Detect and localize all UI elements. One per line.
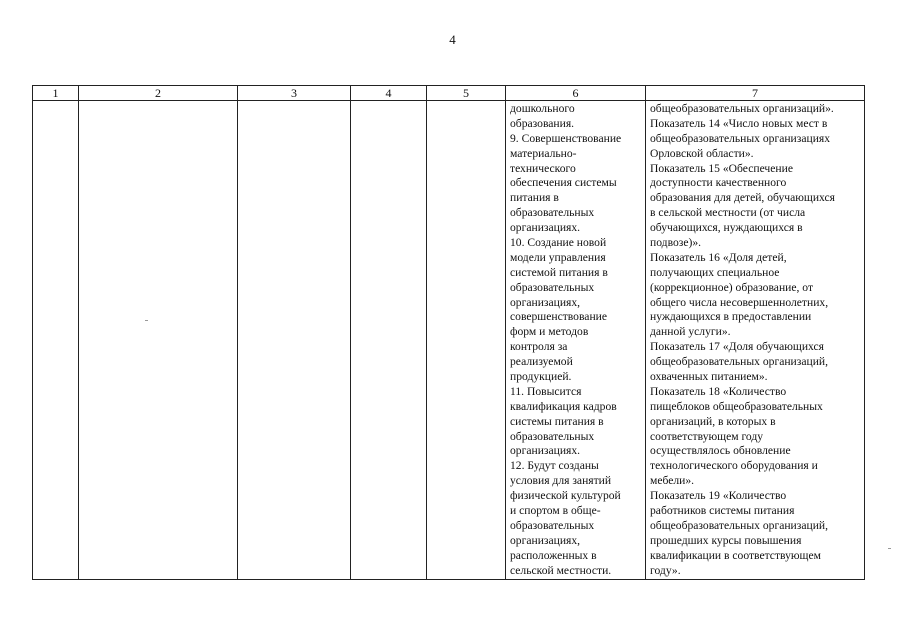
text-line: Орловской области». <box>650 146 754 160</box>
indicators-text <box>646 101 864 579</box>
text-line: получающих специальное <box>650 265 780 279</box>
text-line: расположенных в <box>510 548 597 562</box>
text-line: питания в <box>510 191 559 205</box>
text-line: технологического оборудования и <box>650 459 818 473</box>
header-col-2: 2 <box>79 86 238 101</box>
text-line: продукцией. <box>510 370 572 384</box>
header-col-7: 7 <box>646 86 865 101</box>
text-line: Показатель 18 «Количество <box>650 384 787 398</box>
text-line: форм и методов <box>510 325 589 339</box>
text-line: контроля за <box>510 340 568 354</box>
header-col-4: 4 <box>351 86 427 101</box>
text-line: общеобразовательных организаций». <box>650 102 834 115</box>
cell-col-4 <box>351 101 427 580</box>
text-line: Показатель 16 «Доля детей, <box>650 250 787 264</box>
header-col-5: 5 <box>427 86 506 101</box>
text-line: работников системы питания <box>650 504 795 518</box>
cell-col-3 <box>238 101 351 580</box>
scan-artifact <box>888 548 891 549</box>
header-col-6: 6 <box>506 86 646 101</box>
text-line: образовательных <box>510 206 595 220</box>
text-line: модели управления <box>510 250 606 264</box>
text-line: 11. Повысится <box>510 384 582 398</box>
text-line: 10. Создание новой <box>510 236 607 250</box>
text-line: нуждающихся в предоставлении <box>650 310 812 324</box>
text-line: дошкольного <box>510 102 575 115</box>
text-line: Показатель 15 «Обеспечение <box>650 161 793 175</box>
text-line: совершенствование <box>510 310 607 324</box>
text-line: организациях. <box>510 444 581 458</box>
text-line: квалификация кадров <box>510 399 617 413</box>
text-line: в сельской местности (от числа <box>650 206 806 220</box>
text-line: физической культурой <box>510 489 621 503</box>
text-line: организаций, в которых в <box>650 414 776 428</box>
text-line: организациях. <box>510 221 581 235</box>
text-line: пищеблоков общеобразовательных <box>650 399 823 413</box>
text-line: обеспечения системы <box>510 176 617 190</box>
text-line: организациях, <box>510 295 581 309</box>
cell-col-5 <box>427 101 506 580</box>
text-line: обучающихся, нуждающихся в <box>650 221 803 235</box>
header-col-3: 3 <box>238 86 351 101</box>
text-line: общеобразовательных организациях <box>650 131 831 145</box>
text-line: общего числа несовершеннолетних, <box>650 295 829 309</box>
cell-col-1 <box>33 101 79 580</box>
text-line: условия для занятий <box>510 474 612 488</box>
text-line: данной услуги». <box>650 325 731 339</box>
text-line: Показатель 19 «Количество <box>650 489 787 503</box>
text-line: образования. <box>510 116 575 130</box>
cell-col-2 <box>79 101 238 580</box>
table-row <box>33 101 865 580</box>
cell-col-6-results <box>506 101 646 580</box>
text-line: системы питания в <box>510 414 604 428</box>
text-line: образования для детей, обучающихся <box>650 191 835 205</box>
text-line: осуществлялось обновление <box>650 444 791 458</box>
text-line: Показатель 14 «Число новых мест в <box>650 116 828 130</box>
text-line: (коррекционное) образование, от <box>650 280 814 294</box>
header-col-1: 1 <box>33 86 79 101</box>
text-line: доступности качественного <box>650 176 787 190</box>
text-line: образовательных <box>510 429 595 443</box>
text-line: охваченных питанием». <box>650 370 768 384</box>
text-line: организациях, <box>510 533 581 547</box>
text-line: и спортом в обще- <box>510 504 601 518</box>
results-text <box>506 101 645 579</box>
text-line: мебели». <box>650 474 695 488</box>
page-number: 4 <box>449 32 456 47</box>
cell-col-7-indicators <box>646 101 865 580</box>
text-line: 12. Будут созданы <box>510 459 599 473</box>
text-line: квалификации в соответствующем <box>650 548 821 562</box>
scan-artifact <box>145 320 148 321</box>
text-line: соответствующем году <box>650 429 764 443</box>
text-line: году». <box>650 563 681 577</box>
text-line: материально- <box>510 146 577 160</box>
text-line: прошедших курсы повышения <box>650 533 802 547</box>
text-line: образовательных <box>510 518 595 532</box>
text-line: реализуемой <box>510 355 573 369</box>
header-row <box>33 86 865 101</box>
document-table <box>32 85 865 580</box>
text-line: образовательных <box>510 280 595 294</box>
text-line: общеобразовательных организаций, <box>650 355 828 369</box>
text-line: общеобразовательных организаций, <box>650 518 828 532</box>
text-line: сельской местности. <box>510 563 612 577</box>
text-line: системой питания в <box>510 265 608 279</box>
text-line: подвозе)». <box>650 236 702 250</box>
text-line: 9. Совершенствование <box>510 131 622 145</box>
text-line: Показатель 17 «Доля обучающихся <box>650 340 825 354</box>
text-line: технического <box>510 161 576 175</box>
